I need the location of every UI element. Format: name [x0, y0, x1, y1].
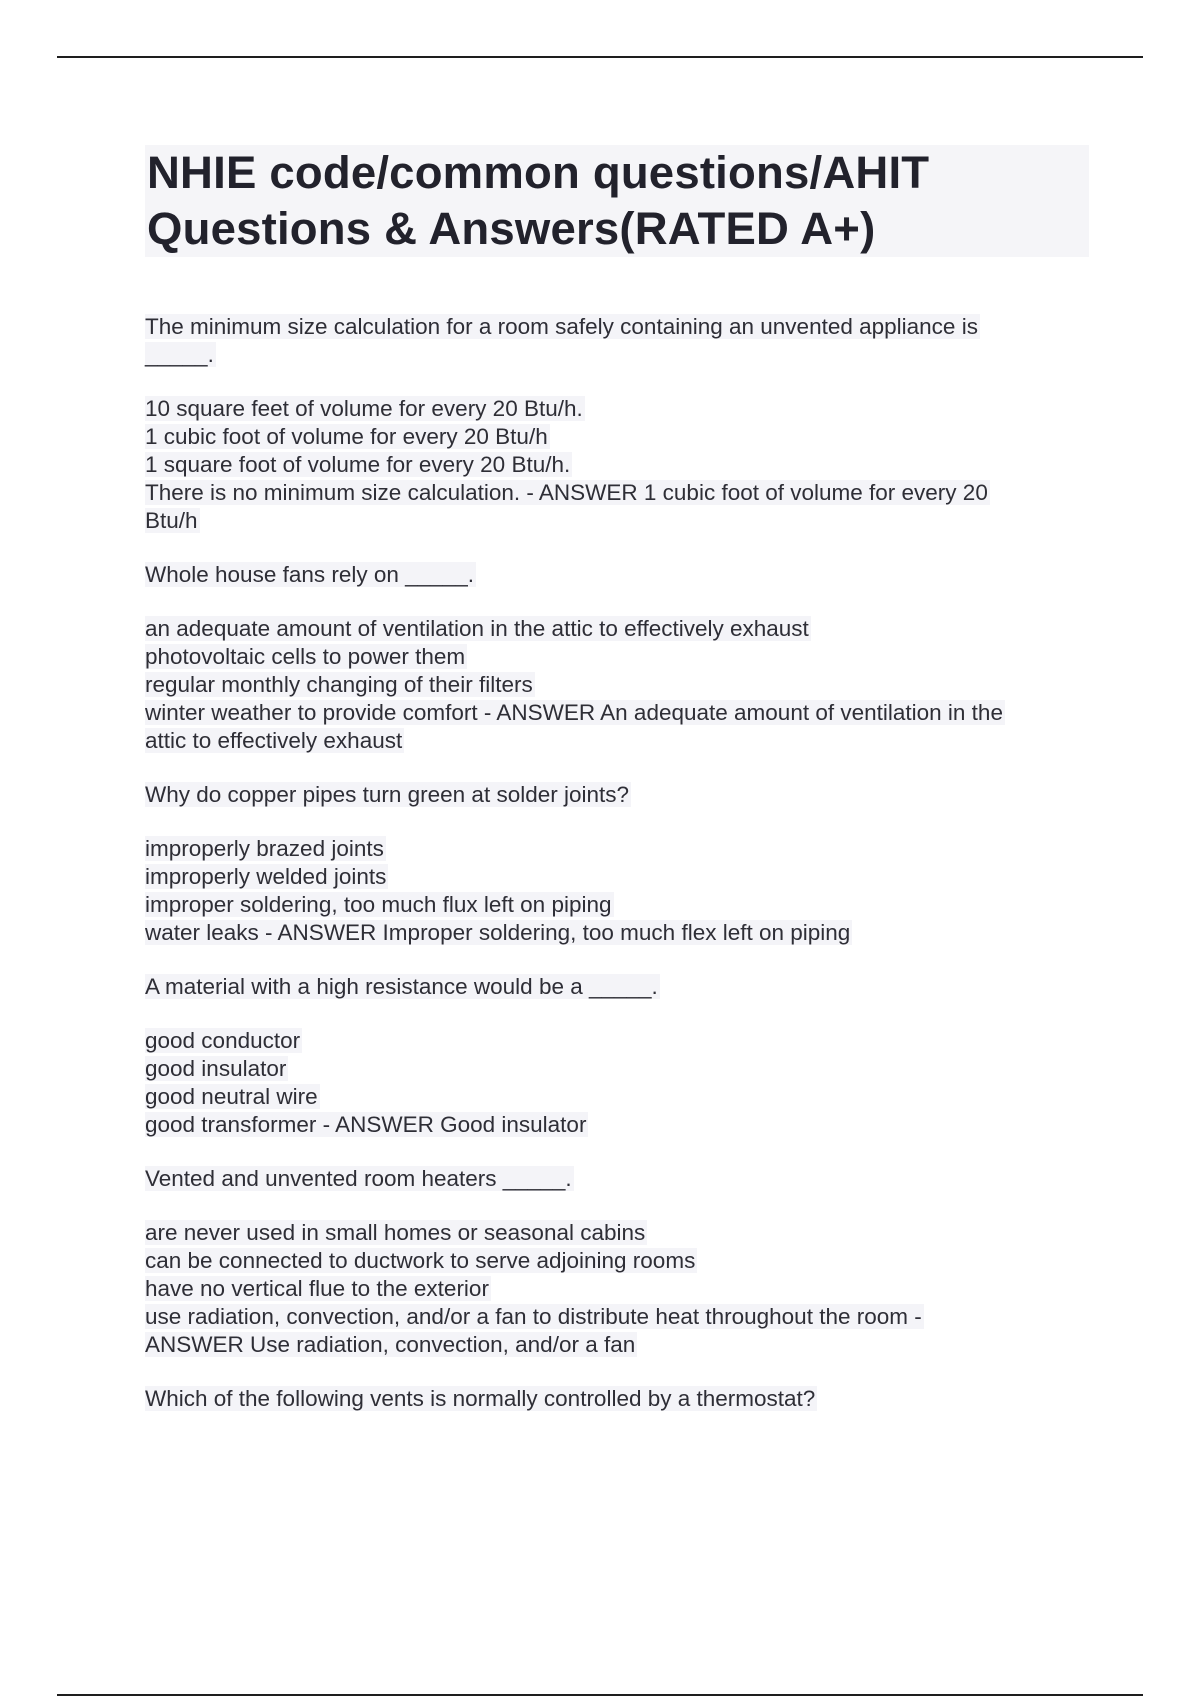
title-line-2: Questions & Answers(RATED A+)	[147, 203, 876, 254]
answer-option: 1 cubic foot of volume for every 20 Btu/h	[145, 424, 548, 449]
answer-option: 1 square foot of volume for every 20 Btu/h.	[145, 452, 571, 477]
document-page	[145, 145, 1089, 1413]
question-text: Why do copper pipes turn green at solder joints?	[145, 782, 630, 807]
question-text: Vented and unvented room heaters _____.	[145, 1166, 572, 1191]
answer-option: Btu/h	[145, 508, 198, 533]
answer-option: There is no minimum size calculation. - ANSWER 1 cubic foot of volume for every 20	[145, 480, 988, 505]
answer-option: 10 square feet of volume for every 20 Btu/h.	[145, 396, 583, 421]
answer-option: are never used in small homes or seasonal cabins	[145, 1220, 646, 1245]
answer-option: good conductor	[145, 1028, 301, 1053]
answer-option: good neutral wire	[145, 1084, 318, 1109]
qa-item-6	[145, 1385, 1089, 1413]
answer-option: can be connected to ductwork to serve adjoining rooms	[145, 1248, 696, 1273]
answer-option: winter weather to provide comfort - ANSWER An adequate amount of ventilation in the	[145, 700, 1003, 725]
qa-item-4	[145, 973, 1089, 1139]
answer-option: use radiation, convection, and/or a fan to distribute heat throughout the room -	[145, 1304, 922, 1329]
qa-item-3	[145, 781, 1089, 947]
answer-option: photovoltaic cells to power them	[145, 644, 466, 669]
question-text: Which of the following vents is normally controlled by a thermostat?	[145, 1386, 816, 1411]
answer-option: have no vertical flue to the exterior	[145, 1276, 489, 1301]
bottom-rule	[57, 1694, 1143, 1696]
answer-option: good insulator	[145, 1056, 287, 1081]
answer-option: attic to effectively exhaust	[145, 728, 403, 753]
answer-option: an adequate amount of ventilation in the attic to effectively exhaust	[145, 616, 809, 641]
answer-option: improper soldering, too much flux left on piping	[145, 892, 612, 917]
qa-item-5	[145, 1165, 1089, 1359]
question-text: The minimum size calculation for a room safely containing an unvented appliance is	[145, 314, 978, 339]
answer-option: improperly brazed joints	[145, 836, 384, 861]
qa-item-1	[145, 313, 1089, 535]
answer-option: ANSWER Use radiation, convection, and/or a fan	[145, 1332, 636, 1357]
top-rule	[57, 56, 1143, 58]
answer-option: good transformer - ANSWER Good insulator	[145, 1112, 587, 1137]
qa-item-2	[145, 561, 1089, 755]
question-text: _____.	[145, 342, 214, 367]
answer-option: water leaks - ANSWER Improper soldering, too much flex left on piping	[145, 920, 851, 945]
document-title	[145, 145, 1089, 257]
title-line-1: NHIE code/common questions/AHIT	[147, 147, 930, 198]
answer-option: improperly welded joints	[145, 864, 387, 889]
question-text: A material with a high resistance would be a _____.	[145, 974, 658, 999]
question-text: Whole house fans rely on _____.	[145, 562, 474, 587]
answer-option: regular monthly changing of their filters	[145, 672, 533, 697]
